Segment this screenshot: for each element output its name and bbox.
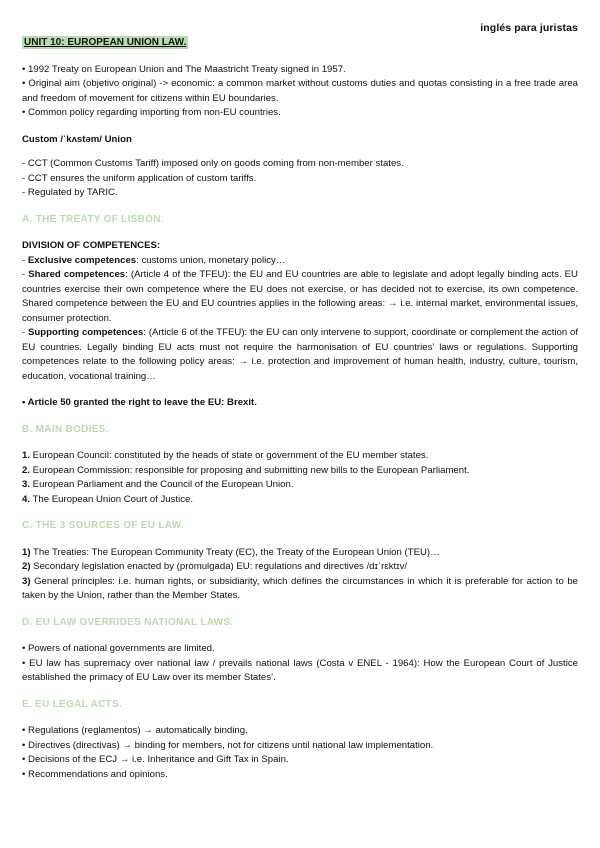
item-text: European Parliament and the Council of the European Union. [30, 479, 294, 490]
item-number: 3. [22, 479, 31, 490]
item-text: General principles: i.e. human rights, or subsidiarity, which defines the circumstances in which it is preferable for action to be taken by the Union, rather than the Member States. [22, 575, 578, 601]
act-item: • Recommendations and opinions. [22, 768, 168, 780]
source-item [22, 575, 578, 604]
competence-text: : (Article 6 of the TFEU): the EU can only intervene to support, coordinate or complement the action of EU countries. Legally binding EU acts must not require the harmonisation of EU countries’ laws or regulations. Supporting competences relate to the following policy areas: → i.e. protection and improvement of human health, industry, culture, tourism, education, vocational training… [22, 327, 578, 382]
unit-title: UNIT 10: EUROPEAN UNION LAW. [24, 37, 187, 48]
competence-term: Supporting competences [28, 327, 144, 338]
act-item: • Directives (directivas) → binding for members, not for citizens until national law implementation. [22, 739, 434, 751]
header-label: inglés para juristas [480, 22, 578, 34]
section-heading-b: B. MAIN BODIES. [22, 423, 109, 435]
item-number: 1) [22, 546, 31, 558]
dash: - [22, 327, 28, 338]
dash: - [22, 254, 28, 266]
override-item: • EU law has supremacy over national law / prevails national laws (Costa v ENEL - 1964): How the European Court of Justice established the primacy of EU Law over its member States’. [22, 657, 578, 683]
body-item [22, 493, 578, 508]
competence-text: : (Article 4 of the TFEU): the EU and EU countries are able to legislate and adopt legally binding acts. EU countries exercise their own competence where the EU does not exercise, or has decided not to exercise, its own competence. Shared competence between the EU and EU countries applies in the following areas: → i.e. internal market, environmental issues, consumer protection. [22, 269, 578, 324]
item-text: European Council: constituted by the heads of state or government of the EU member states. [30, 450, 429, 461]
intro-item: • Common policy regarding importing from non-EU countries. [22, 107, 281, 118]
acts-list [22, 724, 578, 782]
intro-item: • 1992 Treaty on European Union and The Maastricht Treaty signed in 1957. [22, 63, 346, 75]
act-item: • Regulations (reglamentos) → automatically binding. [22, 725, 248, 736]
item-text: European Commission: responsible for proposing and submitting new bills to the European Parliament. [30, 464, 470, 476]
customs-item: - CCT (Common Customs Tariff) imposed only on goods coming from non-member states. [22, 158, 404, 169]
source-item [22, 546, 578, 561]
body-item [22, 478, 578, 493]
item-number: 1. [22, 450, 31, 461]
item-text: The European Union Court of Justice. [30, 493, 194, 505]
dash: - [22, 269, 29, 280]
competence-supporting [22, 326, 578, 384]
override-item: • Powers of national governments are limited. [22, 643, 215, 654]
sources-list [22, 546, 578, 604]
body-item [22, 464, 578, 479]
competence-term: Exclusive competences [27, 254, 137, 266]
customs-item: - Regulated by TARIC. [22, 187, 118, 198]
overrides-list [22, 642, 578, 686]
section-heading-a: A. THE TREATY OF LISBON. [22, 213, 164, 225]
section-heading-e: E. EU LEGAL ACTS. [22, 698, 123, 710]
bodies-list [22, 449, 578, 507]
item-text: The Treaties: The European Community Treaty (EC), the Treaty of the European Union (TEU)… [30, 546, 440, 558]
customs-list [22, 157, 578, 201]
intro-item: • Original aim (objetivo original) -> economic: a common market without customs duties and quotas consisting in a free trade area and freedom of movement for citizens within EU boundaries. [22, 78, 578, 104]
item-number: 2) [22, 561, 31, 572]
section-heading-d: D. EU LAW OVERRIDES NATIONAL LAWS. [22, 616, 234, 628]
act-item: • Decisions of the ECJ → i.e. Inheritance and Gift Tax in Spain. [22, 754, 289, 765]
customs-heading: Custom /ˈkʌstəm/ Union [22, 133, 132, 145]
brexit-note: • Article 50 granted the right to leave the EU: Brexit. [22, 397, 257, 408]
intro-list [22, 63, 578, 121]
item-number: 3) [22, 575, 31, 587]
competence-term: Shared competences [28, 269, 126, 280]
customs-item: - CCT ensures the uniform application of custom tariffs. [22, 172, 257, 184]
competence-exclusive [22, 254, 578, 269]
body-item [22, 449, 578, 464]
competence-text: : customs union, monetary policy… [136, 254, 286, 266]
item-number: 4. [22, 493, 31, 505]
item-text: Secondary legislation enacted by (promulgada) EU: regulations and directives /dɪˈrɛktɪv/ [30, 561, 408, 572]
competence-shared [22, 268, 578, 326]
source-item [22, 560, 578, 575]
document-body [22, 36, 578, 782]
competences-heading: DIVISION OF COMPETENCES: [22, 240, 161, 251]
item-number: 2. [22, 464, 31, 476]
section-heading-c: C. THE 3 SOURCES OF EU LAW. [22, 520, 185, 531]
